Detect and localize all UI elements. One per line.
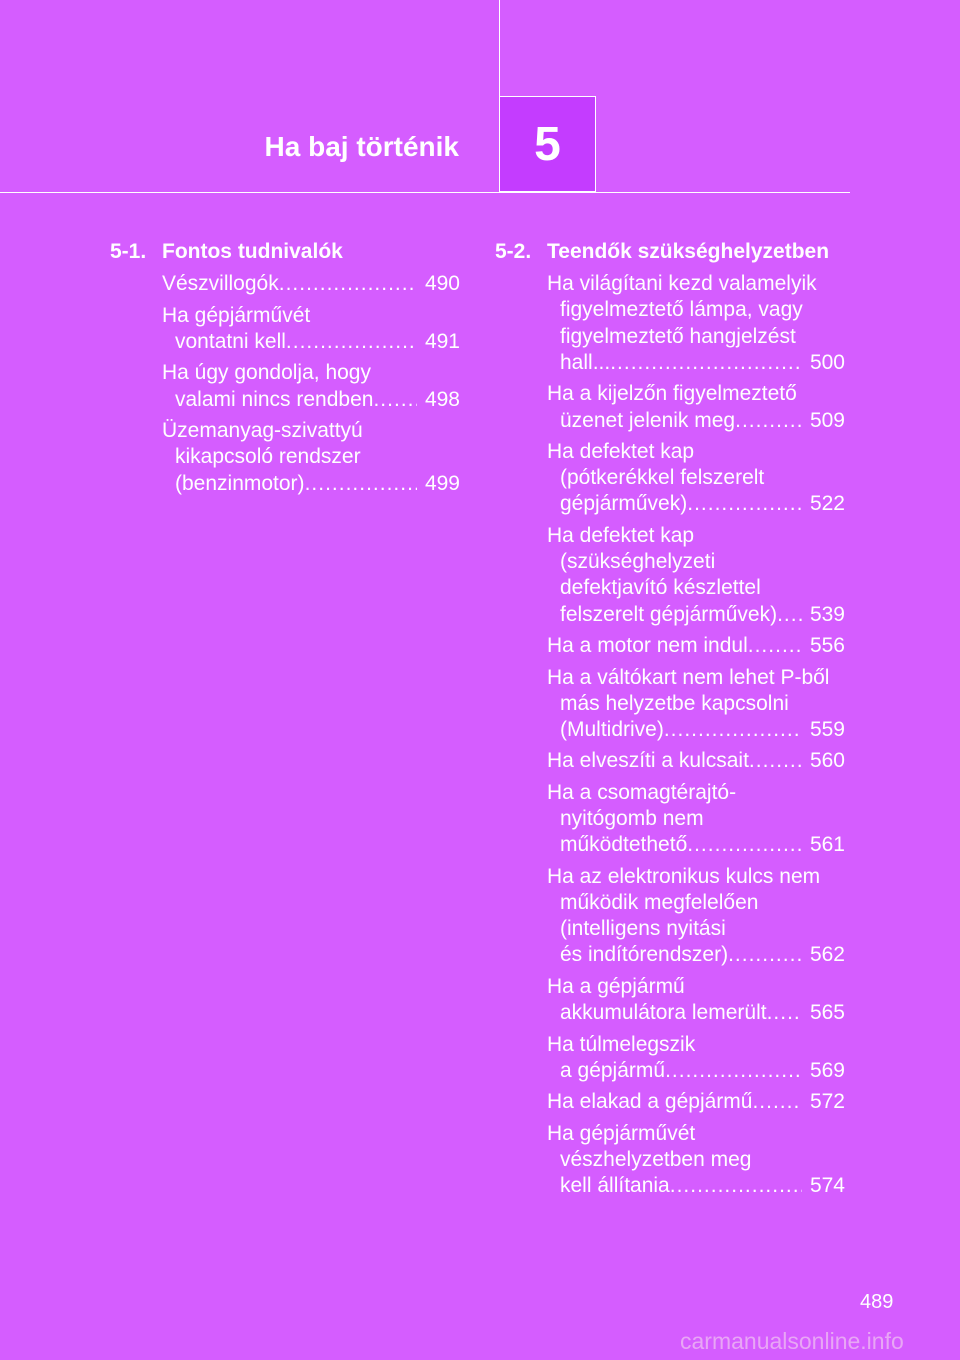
toc-entry-text: Vészvillogók <box>162 272 279 296</box>
toc-entry-line: Ha a kijelzőn figyelmeztető <box>547 382 797 406</box>
toc-entry-line: Ha defektet kap <box>547 440 695 464</box>
toc-entry-line: Ha az elektronikus kulcs nem <box>547 864 821 888</box>
toc-entry-page: 498 <box>424 387 460 411</box>
dot-leader <box>767 1000 802 1026</box>
toc-entry-text: Ha elakad a gépjármű <box>547 1090 753 1114</box>
toc-entry-line <box>162 329 460 355</box>
toc-entry-line <box>547 350 845 376</box>
toc-entry[interactable] <box>495 439 845 518</box>
toc-entry-text: kell állítania <box>560 1174 670 1198</box>
toc-entry-line: Ha világítani kezd valamelyik <box>547 272 817 296</box>
chapter-number-tab <box>499 96 596 192</box>
toc-entry-line <box>547 1089 845 1115</box>
toc-entry-page: 572 <box>809 1090 845 1114</box>
toc-entry-text: hall... <box>560 350 611 374</box>
toc-entry-text: és indítórendszer) <box>560 943 729 967</box>
dot-leader <box>752 1089 801 1115</box>
toc-entry-text: gépjárművek) <box>560 492 688 516</box>
dot-leader <box>728 942 802 968</box>
dot-leader <box>735 408 802 434</box>
toc-entry-line: vészhelyzetben meg <box>560 1148 752 1172</box>
toc-entry[interactable] <box>110 360 460 412</box>
toc-entry-page: 509 <box>809 408 845 432</box>
toc-entry-line <box>162 387 460 413</box>
toc-entry-list <box>495 271 845 1199</box>
toc-entry-page: 560 <box>809 749 845 773</box>
toc-entry[interactable] <box>495 780 845 859</box>
page-number: 489 <box>860 1291 894 1313</box>
toc-entry[interactable] <box>495 633 845 659</box>
toc-entry-line: működik megfelelően <box>560 891 759 915</box>
toc-entry-page: 539 <box>809 602 845 626</box>
toc-entry-line: Ha a csomagtérajtó- <box>547 780 737 804</box>
dot-leader <box>777 602 802 628</box>
toc-entry-line: más helyzetbe kapcsolni <box>560 691 789 715</box>
toc-entry-page: 491 <box>424 329 460 353</box>
toc-entry-page: 561 <box>809 833 845 857</box>
toc-entry-line <box>547 748 845 774</box>
toc-entry-list <box>110 271 460 497</box>
section-title: Teendők szükséghelyzetben <box>547 240 830 263</box>
toc-entry-line <box>547 717 845 743</box>
dot-leader <box>687 491 802 517</box>
toc-entry-line: (intelligens nyitási <box>560 917 726 941</box>
toc-entry[interactable] <box>110 271 460 297</box>
chapter-number: 5 <box>534 117 561 171</box>
toc-section-5-2 <box>495 239 845 1205</box>
toc-entry-line <box>547 1058 845 1084</box>
toc-entry-page: 559 <box>809 717 845 741</box>
toc-entry-text: üzenet jelenik meg <box>560 408 736 432</box>
toc-entry-line: kikapcsoló rendszer <box>175 445 361 469</box>
section-number: 5-1. <box>110 240 147 263</box>
toc-entry[interactable] <box>495 974 845 1026</box>
toc-entry[interactable] <box>495 864 845 969</box>
section-title: Fontos tudnivalók <box>162 240 343 263</box>
dot-leader <box>610 350 802 376</box>
toc-entry-line: Ha defektet kap <box>547 523 695 547</box>
toc-entry-line <box>547 491 845 517</box>
toc-entry-line: Ha túlmelegszik <box>547 1032 696 1056</box>
dot-leader <box>748 633 802 659</box>
header-horizontal-rule <box>0 192 850 193</box>
toc-entry-line: figyelmeztető lámpa, vagy <box>560 298 803 322</box>
toc-entry-line: (pótkerékkel felszerelt <box>560 466 765 490</box>
toc-entry[interactable] <box>495 665 845 744</box>
toc-entry-line: Ha gépjárművét <box>547 1121 696 1145</box>
dot-leader <box>373 387 417 413</box>
toc-entry-text: vontatni kell <box>175 329 286 353</box>
toc-entry-line: nyitógomb nem <box>560 807 704 831</box>
dot-leader <box>670 1173 802 1199</box>
toc-entry-line: Ha úgy gondolja, hogy <box>162 361 371 385</box>
toc-entry-text: (benzinmotor) <box>175 471 305 495</box>
toc-entry-line <box>162 271 460 297</box>
header-vertical-rule <box>499 0 500 96</box>
toc-entry[interactable] <box>110 303 460 355</box>
toc-entry-text: a gépjármű <box>560 1058 666 1082</box>
toc-entry-text: Ha a motor nem indul <box>547 634 748 658</box>
toc-entry[interactable] <box>495 1032 845 1084</box>
toc-entry[interactable] <box>495 1089 845 1115</box>
dot-leader <box>286 329 417 355</box>
toc-entry-text: (Multidrive) <box>560 717 664 741</box>
section-heading <box>495 239 845 265</box>
dot-leader <box>664 717 802 743</box>
toc-entry-page: 499 <box>424 471 460 495</box>
dot-leader <box>749 748 802 774</box>
toc-entry-line <box>547 633 845 659</box>
section-number: 5-2. <box>495 240 532 263</box>
toc-entry[interactable] <box>110 418 460 497</box>
toc-entry-page: 522 <box>809 492 845 516</box>
toc-entry-line <box>547 1000 845 1026</box>
toc-entry-text: akkumulátora lemerült <box>560 1001 767 1025</box>
toc-entry-line: (szükséghelyzeti <box>560 550 716 574</box>
toc-entry-line <box>547 602 845 628</box>
toc-entry-text: valami nincs rendben <box>175 387 374 411</box>
toc-entry-page: 562 <box>809 943 845 967</box>
toc-entry-line <box>162 471 460 497</box>
toc-entry-text: Ha elveszíti a kulcsait <box>547 749 749 773</box>
toc-entry-line: Ha gépjárművét <box>162 303 311 327</box>
toc-entry-page: 565 <box>809 1001 845 1025</box>
watermark: carmanualsonline.info <box>680 1328 904 1354</box>
dot-leader <box>665 1058 802 1084</box>
toc-entry-line: Ha a váltókart nem lehet P-ből <box>547 665 830 689</box>
toc-entry-page: 490 <box>424 272 460 296</box>
toc-entry[interactable] <box>495 748 845 774</box>
chapter-title: Ha baj történik <box>264 131 459 162</box>
toc-entry[interactable] <box>495 523 845 628</box>
toc-entry-line <box>547 408 845 434</box>
toc-entry-line <box>547 1173 845 1199</box>
toc-section-5-1 <box>110 239 460 502</box>
dot-leader <box>687 832 802 858</box>
dot-leader <box>279 271 417 297</box>
toc-entry-text: működtethető <box>560 833 688 857</box>
toc-entry-line: Ha a gépjármű <box>547 974 685 998</box>
toc-entry[interactable] <box>495 271 845 376</box>
toc-entry-page: 500 <box>809 350 845 374</box>
toc-entry-page: 569 <box>809 1058 845 1082</box>
toc-entry[interactable] <box>495 381 845 433</box>
toc-entry[interactable] <box>495 1121 845 1200</box>
toc-entry-page: 574 <box>809 1174 845 1198</box>
toc-entry-line: Üzemanyag-szivattyú <box>162 419 363 443</box>
toc-entry-line <box>547 942 845 968</box>
toc-entry-line <box>547 832 845 858</box>
dot-leader <box>305 471 417 497</box>
section-heading <box>110 239 460 265</box>
toc-entry-text: felszerelt gépjárművek) <box>560 602 778 626</box>
toc-entry-line: defektjavító készlettel <box>560 576 761 600</box>
toc-entry-line: figyelmeztető hangjelzést <box>560 324 796 348</box>
toc-entry-page: 556 <box>809 634 845 658</box>
